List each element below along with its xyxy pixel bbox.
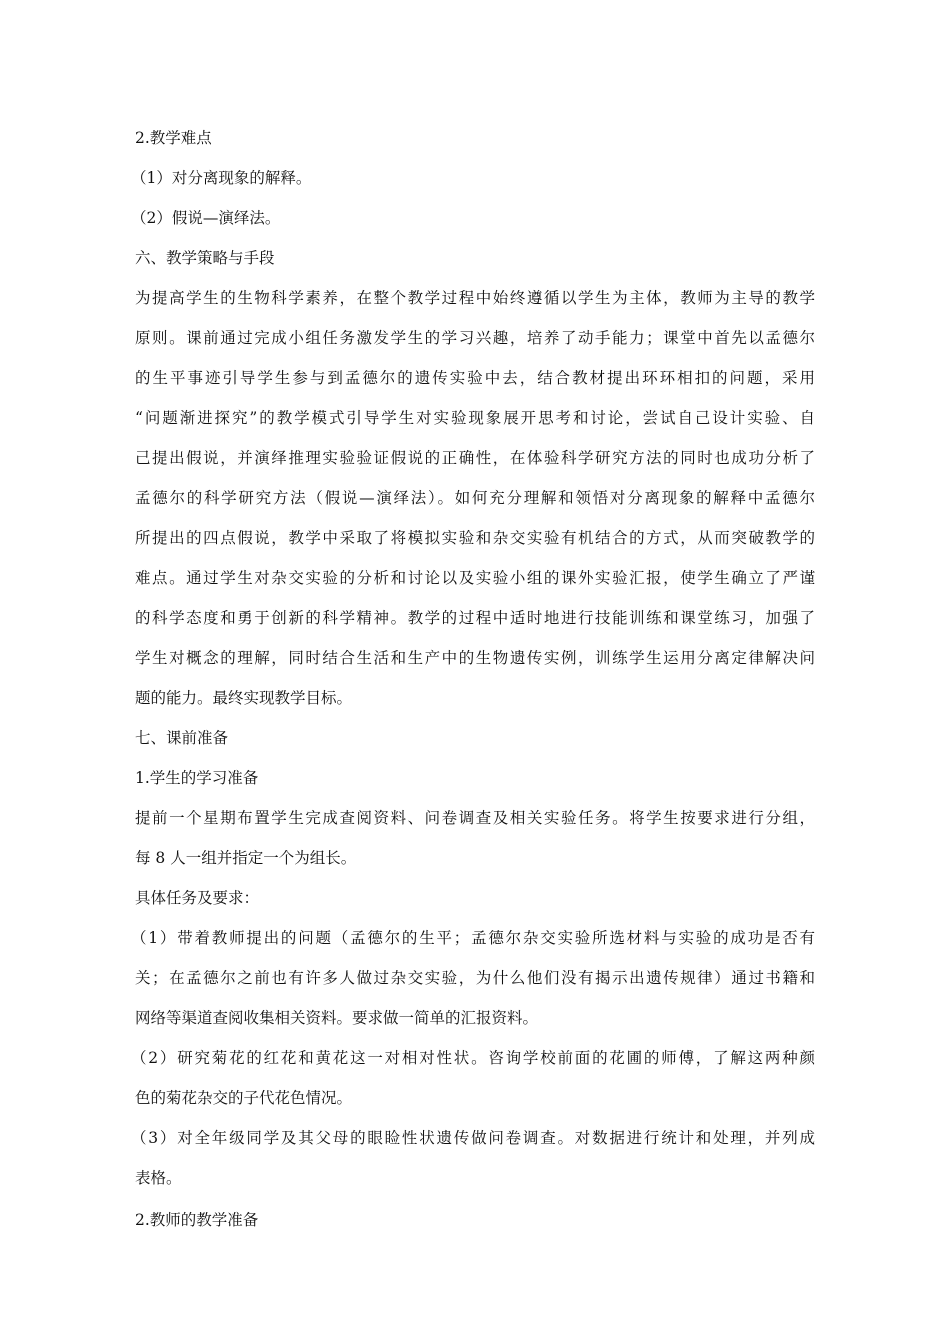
paragraph-line: 的科学态度和勇于创新的科学精神。教学的过程中适时地进行技能训练和课堂练习，加强了 (135, 609, 815, 627)
paragraph-line: 表格。 (135, 1169, 182, 1187)
paragraph-line: 色的菊花杂交的子代花色情况。 (135, 1089, 353, 1107)
list-item: （1）对分离现象的解释。 (131, 169, 312, 187)
paragraph-line: 原则。课前通过完成小组任务激发学生的学习兴趣，培养了动手能力；课堂中首先以孟德尔 (135, 329, 815, 347)
list-item: （3）对全年级同学及其父母的眼睑性状遗传做问卷调查。对数据进行统计和处理，并列成 (131, 1129, 815, 1147)
paragraph-line: 己提出假说，并演绎推理实验验证假说的正确性，在体验科学研究方法的同时也成功分析了 (135, 449, 815, 467)
paragraph-line: 的生平事迹引导学生参与到孟德尔的遗传实验中去，结合教材提出环环相扣的问题，采用 (135, 369, 815, 387)
paragraph-line: 题的能力。最终实现教学目标。 (135, 689, 353, 707)
list-item: （2）研究菊花的红花和黄花这一对相对性状。咨询学校前面的花圃的师傅，了解这两种颜 (131, 1049, 815, 1067)
paragraph-line: 关；在孟德尔之前也有许多人做过杂交实验，为什么他们没有揭示出遗传规律）通过书籍和 (135, 969, 815, 987)
section-heading: 2.教学难点 (135, 129, 212, 147)
paragraph-line: 提前一个星期布置学生完成查阅资料、问卷调查及相关实验任务。将学生按要求进行分组， (135, 809, 815, 827)
paragraph-line: 具体任务及要求： (135, 889, 260, 907)
paragraph-line: 难点。通过学生对杂交实验的分析和讨论以及实验小组的课外实验汇报，使学生确立了严谨 (135, 569, 815, 587)
list-item: （2）假说—演绎法。 (131, 209, 281, 227)
section-heading: 六、教学策略与手段 (135, 249, 275, 267)
paragraph-line: 孟德尔的科学研究方法（假说—演绎法）。如何充分理解和领悟对分离现象的解释中孟德尔 (135, 489, 815, 507)
paragraph-line: 每 8 人一组并指定一个为组长。 (135, 849, 357, 867)
subsection-heading: 2.教师的教学准备 (135, 1211, 259, 1229)
paragraph-line: “问题渐进探究”的教学模式引导学生对实验现象展开思考和讨论，尝试自己设计实验、自 (135, 409, 815, 427)
paragraph-line: 学生对概念的理解，同时结合生活和生产中的生物遗传实例，训练学生运用分离定律解决问 (135, 649, 815, 667)
paragraph-line: 为提高学生的生物科学素养，在整个教学过程中始终遵循以学生为主体，教师为主导的教学 (135, 289, 815, 307)
document-page (131, 118, 815, 1240)
paragraph-line: 网络等渠道查阅收集相关资料。要求做一简单的汇报资料。 (135, 1009, 539, 1027)
subsection-heading: 1.学生的学习准备 (135, 769, 259, 787)
section-heading: 七、课前准备 (135, 729, 229, 747)
list-item: （1）带着教师提出的问题（孟德尔的生平；孟德尔杂交实验所选材料与实验的成功是否有 (131, 929, 815, 947)
paragraph-line: 所提出的四点假说，教学中采取了将模拟实验和杂交实验有机结合的方式，从而突破教学的 (135, 529, 815, 547)
